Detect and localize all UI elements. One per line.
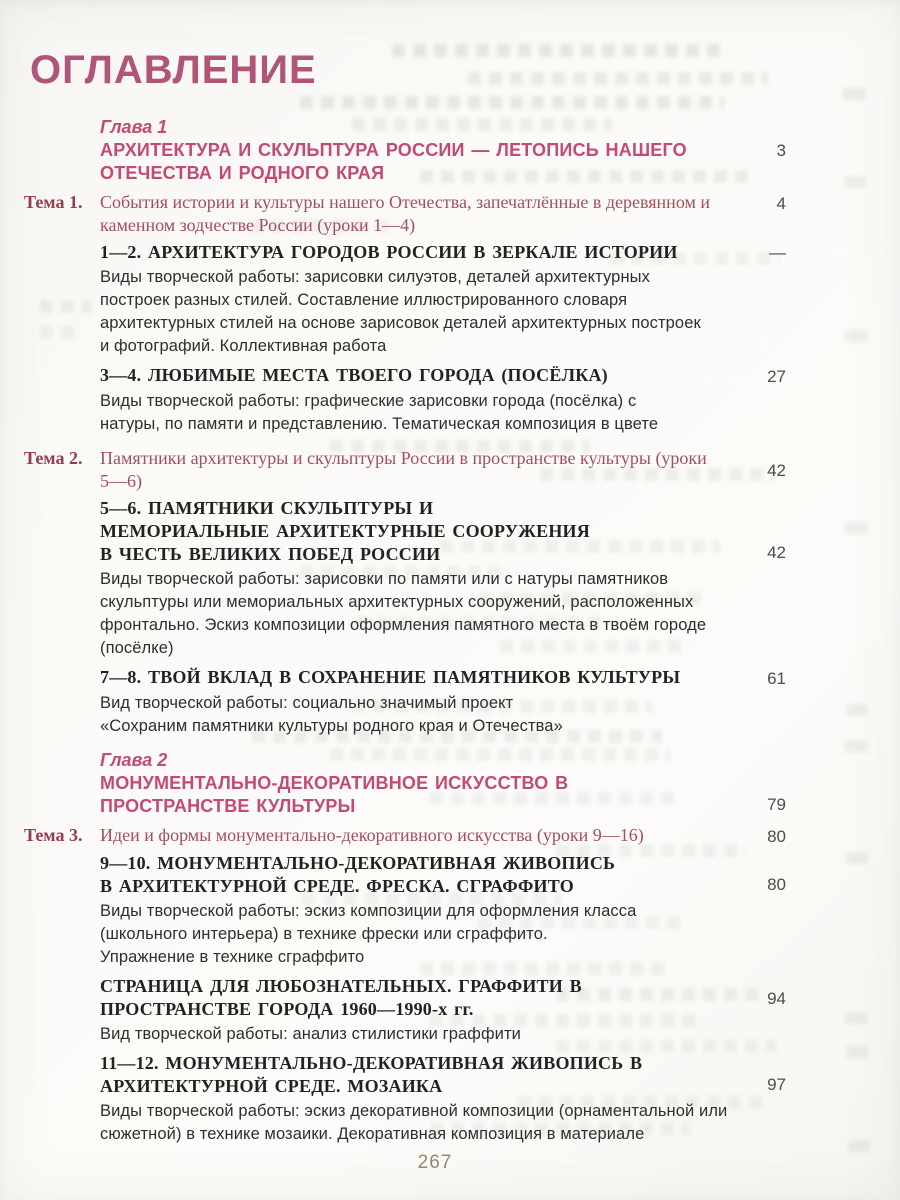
chapter-label: Глава 1 <box>100 117 168 137</box>
chapter-block <box>100 116 736 185</box>
lesson-description: Виды творческой работы: зарисовки силуэтов, деталей архитектурных построек разных стилей. Составление иллюстрированного словаря архитектурных стилей на основе зарисовок деталей архитектурных построек и фотографий. Коллективная работа <box>100 268 701 355</box>
lesson-heading: 7—8. ТВОЙ ВКЛАД В СОХРАНЕНИЕ ПАМЯТНИКОВ КУЛЬТУРЫ <box>100 667 681 687</box>
tema-entry <box>24 447 794 493</box>
lesson-entry <box>100 364 794 436</box>
lesson-heading: 5—6. ПАМЯТНИКИ СКУЛЬПТУРЫ И МЕМОРИАЛЬНЫЕ АРХИТЕКТУРНЫЕ СООРУЖЕНИЯ В ЧЕСТЬ ВЕЛИКИХ ПОБЕД РОССИИ <box>100 498 590 564</box>
bleed-through-artifact <box>846 1046 868 1058</box>
tema-label: Тема 1. <box>24 192 83 212</box>
bleed-through-artifact <box>846 330 868 342</box>
chapter-entry <box>100 749 794 818</box>
lesson-entry <box>100 241 794 358</box>
lesson-entry <box>100 852 794 969</box>
tema-label: Тема 3. <box>24 825 83 845</box>
folio-page-number: 267 <box>417 1152 453 1173</box>
lesson-entry <box>100 1052 794 1146</box>
lesson-heading: 3—4. ЛЮБИМЫЕ МЕСТА ТВОЕГО ГОРОДА (ПОСЁЛКА) <box>100 365 608 385</box>
tema-entry <box>24 191 794 237</box>
page-ref: 80 <box>767 827 786 846</box>
chapter-entry <box>100 116 794 185</box>
bleed-through-artifact <box>40 326 82 339</box>
page-ref: 61 <box>767 669 786 688</box>
bleed-through-artifact <box>40 300 92 313</box>
chapter-title: АРХИТЕКТУРА И СКУЛЬПТУРА РОССИИ — ЛЕТОПИСЬ НАШЕГО ОТЕЧЕСТВА И РОДНОГО КРАЯ <box>100 140 687 183</box>
lesson-description: Вид творческой работы: социально значимый проект «Сохраним памятники культуры родного края и Отечества» <box>100 694 563 735</box>
bleed-through-artifact <box>392 44 728 57</box>
chapter-block <box>100 749 700 818</box>
special-entry <box>100 975 794 1046</box>
special-heading: СТРАНИЦА ДЛЯ ЛЮБОЗНАТЕЛЬНЫХ. ГРАФФИТИ В ПРОСТРАНСТВЕ ГОРОДА 1960—1990-х гг. <box>100 976 582 1019</box>
tema-text: События истории и культуры нашего Отечества, запечатлённые в деревянном и каменном зодчестве России (уроки 1—4) <box>100 192 710 235</box>
page-ref: 3 <box>776 141 786 160</box>
table-of-contents <box>24 116 794 1146</box>
bleed-through-artifact <box>844 176 866 188</box>
page-title: ОГЛАВЛЕНИЕ <box>30 48 317 92</box>
bleed-through-artifact <box>848 1140 870 1152</box>
page-ref: 4 <box>776 194 786 213</box>
bleed-through-artifact <box>468 72 768 85</box>
page-ref: 27 <box>767 367 786 386</box>
lesson-description: Виды творческой работы: зарисовки по памяти или с натуры памятников скульптуры или мемориальных архитектурных сооружений, расположенных фронтально. Эскиз композиции оформления памятного места в твоём городе (посёлке) <box>100 570 707 657</box>
page-ref: 97 <box>767 1075 786 1094</box>
tema-label: Тема 2. <box>24 448 83 468</box>
tema-entry <box>24 824 794 848</box>
lesson-heading: 11—12. МОНУМЕНТАЛЬНО-ДЕКОРАТИВНАЯ ЖИВОПИСЬ В АРХИТЕКТУРНОЙ СРЕДЕ. МОЗАИКА <box>100 1053 643 1096</box>
bleed-through-artifact <box>846 704 868 716</box>
lesson-heading: 9—10. МОНУМЕНТАЛЬНО-ДЕКОРАТИВНАЯ ЖИВОПИСЬ В АРХИТЕКТУРНОЙ СРЕДЕ. ФРЕСКА. СГРАФФИТО <box>100 853 616 896</box>
bleed-through-artifact <box>842 88 866 100</box>
page-ref: 42 <box>767 543 786 562</box>
lesson-entry <box>100 666 794 738</box>
bleed-through-artifact <box>300 96 724 109</box>
lesson-description: Виды творческой работы: эскиз декоративной композиции (орнаментальной или сюжетной) в технике мозаики. Декоративная композиция в материале <box>100 1102 728 1143</box>
special-description: Вид творческой работы: анализ стилистики граффити <box>100 1025 521 1043</box>
bleed-through-artifact <box>844 740 868 752</box>
bleed-through-artifact <box>844 522 868 534</box>
lesson-entry <box>100 497 794 660</box>
lesson-description: Виды творческой работы: эскиз композиции для оформления класса (школьного интерьера) в технике фрески или сграффито. Упражнение в технике сграффито <box>100 902 637 966</box>
page-ref: 42 <box>767 460 786 480</box>
chapter-title: МОНУМЕНТАЛЬНО-ДЕКОРАТИВНОЕ ИСКУССТВО В ПРОСТРАНСТВЕ КУЛЬТУРЫ <box>100 773 569 816</box>
chapter-label: Глава 2 <box>100 750 168 770</box>
tema-text: Памятники архитектуры и скульптуры России в пространстве культуры (уроки 5—6) <box>100 448 707 491</box>
page-ref: 80 <box>767 875 786 894</box>
lesson-heading: 1—2. АРХИТЕКТУРА ГОРОДОВ РОССИИ В ЗЕРКАЛЕ ИСТОРИИ <box>100 242 678 262</box>
page-ref: — <box>769 243 786 262</box>
bleed-through-artifact <box>846 852 868 864</box>
tema-text: Идеи и формы монументально-декоративного искусства (уроки 9—16) <box>100 825 644 845</box>
page-ref: 94 <box>767 988 786 1008</box>
lesson-description: Виды творческой работы: графические зарисовки города (посёлка) с натуры, по памяти и представлению. Тематическая композиция в цвете <box>100 392 659 433</box>
page-ref: 79 <box>767 795 786 814</box>
bleed-through-artifact <box>844 1012 868 1024</box>
